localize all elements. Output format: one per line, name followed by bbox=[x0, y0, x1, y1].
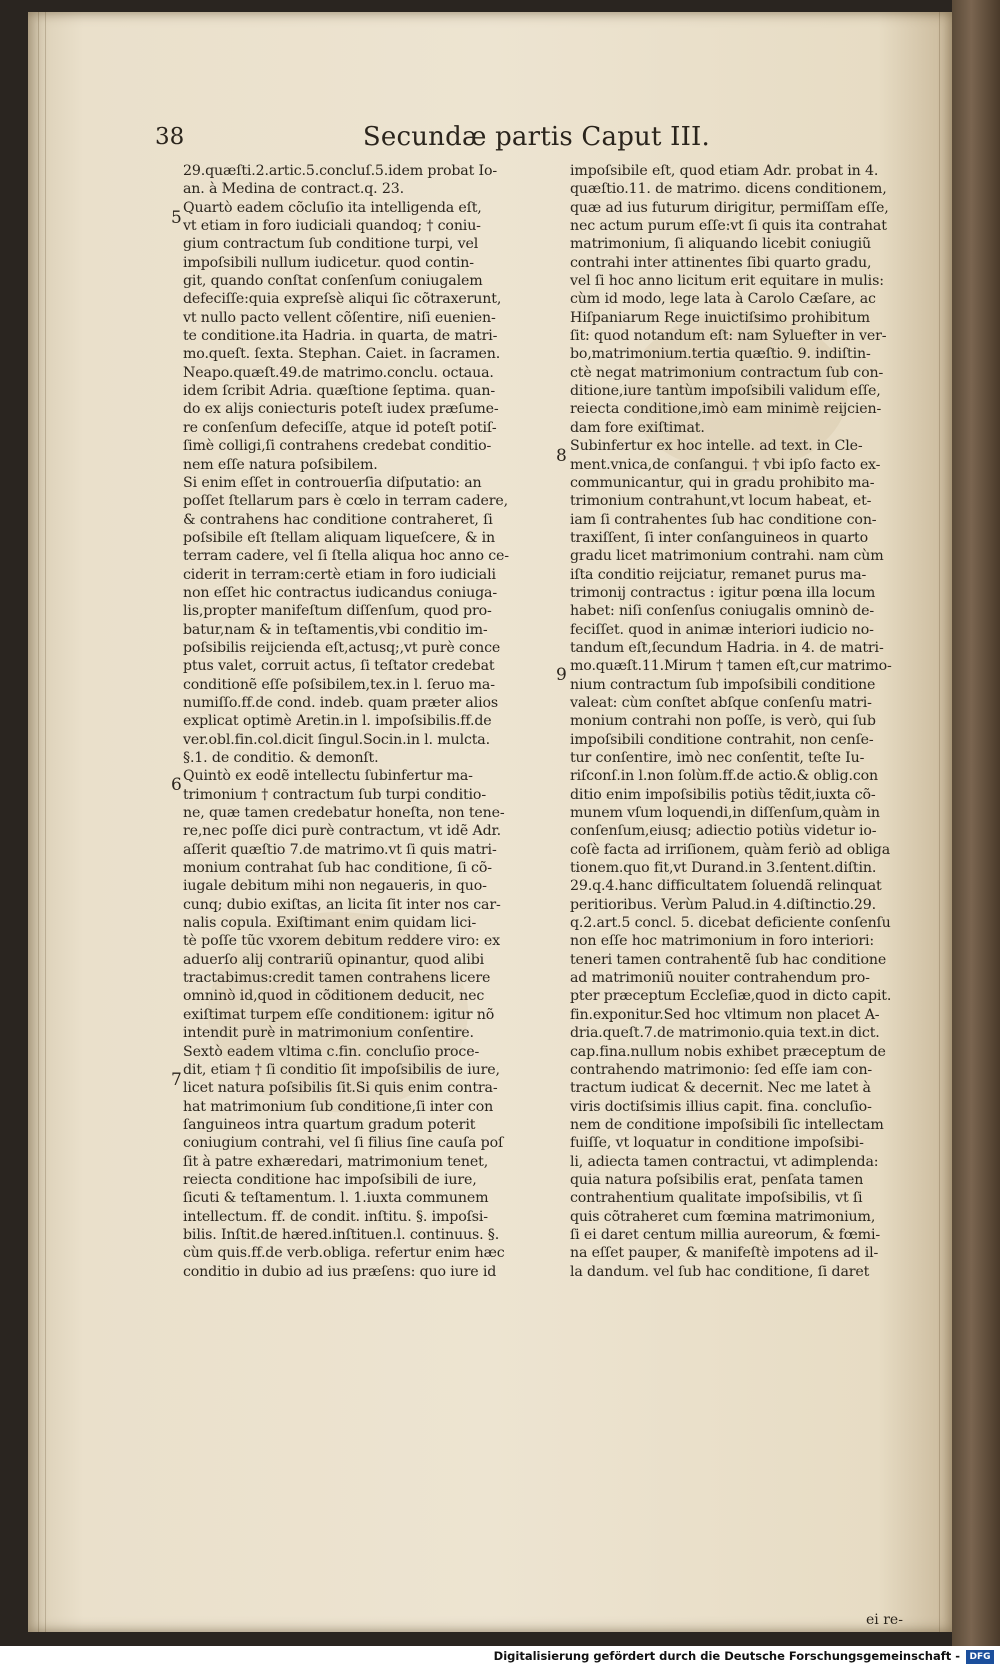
left-column bbox=[183, 162, 555, 1281]
text-line: dam fore exiſtimat. bbox=[570, 419, 705, 436]
text-line: batur,nam & in teſtamentis,vbi conditio im- bbox=[183, 621, 488, 638]
page-number: 38 bbox=[155, 124, 185, 150]
text-line: iugale debitum mihi non negaueris, in quo- bbox=[183, 878, 487, 895]
text-line: poſsibilis reijcienda eſt,actusq;,vt purè conce bbox=[183, 639, 501, 656]
text-line: ſit à patre exhæredari, matrimonium tenet, bbox=[183, 1153, 489, 1170]
text-line: 29.q.4.hanc difficultatem ſoluendã relinquat bbox=[570, 878, 882, 895]
text-line: Sextò eadem vltima c.fin. concluſio proce- bbox=[183, 1043, 480, 1060]
text-line: §.1. de conditio. & demonſt. bbox=[183, 750, 379, 766]
margin-number: 6 bbox=[171, 775, 182, 795]
text-line: teneri tamen contrahentẽ ſub hac conditione bbox=[570, 951, 887, 968]
text-line: trimonium contrahunt,vt locum habeat, et- bbox=[570, 493, 872, 510]
text-line: tractum iudicat & decernit. Nec me latet à bbox=[570, 1080, 871, 1097]
text-line: impoſsibili nullum iudicetur. quod contin- bbox=[183, 254, 474, 271]
text-line: tractabimus:credit tamen contrahens licere bbox=[183, 970, 491, 987]
text-line: ptus valet, corruit actus, ſi teſtator credebat bbox=[183, 658, 495, 675]
text-line: cap.fina.nullum nobis exhibet præceptum de bbox=[570, 1043, 886, 1060]
text-line: Neapo.quæſt.49.de matrimo.conclu. octaua. bbox=[183, 364, 494, 381]
text-line: fuiſſe, vt loquatur in conditione impoſsibi- bbox=[570, 1135, 864, 1152]
text-line: cunq; dubio exiſtas, an licita ſit inter nos car- bbox=[183, 896, 501, 913]
text-line: li, adiecta tamen contractui, vt adimplenda: bbox=[570, 1153, 879, 1170]
text-line: na eſſet pauper, & manifeſtè impotens ad il- bbox=[570, 1245, 879, 1262]
text-line: dria.queſt.7.de matrimonio.quia text.in dict. bbox=[570, 1025, 880, 1042]
text-line: munem vſum loquendi,in diſſenſum,quàm in bbox=[570, 805, 880, 822]
text-line: peritioribus. Verùm Palud.in 4.diſtinctio.29. bbox=[570, 896, 877, 913]
page-edge-line bbox=[38, 12, 39, 1632]
text-line: Si enim eſſet in controuerſia diſputatio: an bbox=[183, 474, 482, 491]
text-line: impoſsibili conditione contrahit, non cenſe- bbox=[570, 731, 874, 748]
text-line: riſconſ.in l.non ſolùm.ff.de actio.& oblig.con bbox=[570, 768, 879, 785]
text-line: poſſet ſtellarum pars è cœlo in terram cadere, bbox=[183, 493, 509, 510]
text-line: tur conſentire, imò nec conſentit, teſte Iu- bbox=[570, 750, 865, 766]
text-line: matrimonium, ſi aliquando licebit coniugiũ bbox=[570, 236, 871, 253]
text-line: licet natura poſsibilis ſit.Si quis enim contra- bbox=[183, 1080, 498, 1097]
text-line: Subinfertur ex hoc intelle. ad text. in Cle- bbox=[570, 438, 863, 455]
text-line: tionem.quo fit,vt Durand.in 3.ſentent.diſtin. bbox=[570, 860, 877, 877]
text-line: cùm id modo, lege lata à Carolo Cæſare, ac bbox=[570, 291, 876, 308]
text-line: defeciſſe:quia expreſsè aliqui ſic cõtraxerunt, bbox=[183, 291, 502, 308]
text-line: traxiſſent, ſi inter conſanguineos in quarto bbox=[570, 529, 868, 546]
text-line: ſicuti & teſtamentum. l. 1.iuxta communem bbox=[183, 1190, 489, 1207]
text-line: conſenſum,eiusq; adiectio potiùs videtur io- bbox=[570, 823, 877, 840]
footer-credit: Digitalisierung gefördert durch die Deutsche Forschungsgemeinschaft - bbox=[493, 1649, 960, 1663]
text-line: q.2.art.5 concl. 5. dicebat deficiente conſenſu bbox=[570, 915, 891, 932]
text-line: re conſenſum defeciſſe, atque id poteſt potiſ- bbox=[183, 419, 497, 436]
text-line: 29.quæſti.2.artic.5.concluſ.5.idem probat Io- bbox=[183, 163, 497, 179]
text-line: ſi ei daret centum millia aureorum, & fœmi- bbox=[570, 1226, 880, 1243]
margin-number: 5 bbox=[171, 208, 182, 228]
text-line: nem eſſe natura poſsibilem. bbox=[183, 456, 378, 473]
text-line: trimonium † contractum ſub turpi conditio- bbox=[183, 786, 486, 803]
text-line: mo.quæſt.11.Mirum † tamen eſt,cur matrimo- bbox=[570, 658, 892, 675]
text-line: numiſſo.ff.de cond. indeb. quam præter alios bbox=[183, 694, 499, 711]
text-line: aduerſo alij contrariũ opinantur, quod alibi bbox=[183, 951, 485, 968]
text-line: conditio in dubio ad ius præſens: quo iure id bbox=[183, 1263, 497, 1280]
text-line: contrahendo matrimonio: ſed eſſe iam con- bbox=[570, 1061, 873, 1078]
text-line: mo.queſt. ſexta. Stephan. Caiet. in ſacramen. bbox=[183, 346, 501, 363]
catchword: ei re- bbox=[866, 1612, 903, 1628]
text-line: pter præceptum Eccleſiæ,quod in dicto capit. bbox=[570, 988, 892, 1005]
margin-number: 9 bbox=[556, 665, 567, 685]
text-line: cùm quis.ff.de verb.obliga. refertur enim hæc bbox=[183, 1245, 505, 1262]
text-line: intellectum. ff. de condit. inſtitu. §. impoſsi- bbox=[183, 1208, 488, 1225]
text-line: ditio enim impoſsibilis potiùs tẽdit,iuxta cõ- bbox=[570, 786, 876, 803]
text-line: aſſerit quæſtio 7.de matrimo.vt ſi quis matri- bbox=[183, 841, 497, 858]
text-line: la dandum. vel ſub hac conditione, ſi daret bbox=[570, 1263, 870, 1280]
text-line: omninò id,quod in cõditionem deducit, nec bbox=[183, 988, 485, 1005]
text-line: coſè facta ad irriſionem, quàm feriò ad obliga bbox=[570, 841, 891, 858]
text-line: fin.exponitur.Sed hoc vltimum non placet A- bbox=[570, 1006, 880, 1023]
text-line: bo,matrimonium.tertia quæſtio. 9. indiſtin- bbox=[570, 346, 871, 363]
text-line: quis cõtraheret cum fœmina matrimonium, bbox=[570, 1208, 876, 1225]
text-line: ne, quæ tamen credebatur honeſta, non tene- bbox=[183, 805, 505, 822]
text-line: monium contrahi non poſſe, is verò, qui ſub bbox=[570, 713, 876, 730]
text-line: nalis copula. Exiſtimant enim quidam lici- bbox=[183, 915, 477, 932]
text-line: gium contractum ſub conditione turpi, vel bbox=[183, 236, 479, 253]
text-line: exiſtimat turpem eſſe conditionem: igitur nõ bbox=[183, 1006, 495, 1023]
text-line: iſta conditio reijciatur, remanet purus ma- bbox=[570, 566, 867, 583]
text-line: vel ſi hoc anno licitum erit equitare in mulis: bbox=[570, 273, 884, 290]
text-line: coniugium contrahi, vel ſi filius ſine cauſa poſ bbox=[183, 1135, 504, 1152]
text-line: nium contractum ſub impoſsibili conditione bbox=[570, 676, 876, 693]
text-line: ſimè colligi,ſi contrahens credebat conditio- bbox=[183, 438, 492, 455]
text-line: quia natura poſsibilis erat, penſata tamen bbox=[570, 1171, 864, 1188]
text-line: nec actum purum eſſe:vt ſi quis ita contrahat bbox=[570, 218, 887, 235]
text-line: quæ ad ius futurum dirigitur, permiſſam eſſe, bbox=[570, 199, 889, 216]
text-line: reiecta conditione hac impoſsibili de iure, bbox=[183, 1171, 477, 1188]
text-line: Quartò eadem cõcluſio ita intelligenda eſt, bbox=[183, 199, 482, 216]
text-line: git, quando conſtat conſenſum coniugalem bbox=[183, 273, 483, 290]
text-line: ver.obl.fin.col.dicit ſingul.Socin.in l. mulcta. bbox=[183, 731, 490, 748]
text-line: communicantur, qui in gradu prohibito ma- bbox=[570, 474, 875, 491]
text-line: impoſsibile eſt, quod etiam Adr. probat in 4. bbox=[570, 163, 879, 179]
text-line: non eſſe hoc matrimonium in foro interiori: bbox=[570, 933, 875, 950]
text-line: tè poſſe tũc vxorem debitum reddere viro: ex bbox=[183, 933, 500, 950]
text-line: an. à Medina de contract.q. 23. bbox=[183, 181, 404, 198]
text-line: ad matrimoniũ nouiter contrahendum pro- bbox=[570, 970, 870, 987]
text-line: vt nullo pacto vellent cõſentire, niſi euenien- bbox=[183, 309, 496, 326]
text-line: habet: niſi conſenſus coniugalis omninò de- bbox=[570, 603, 875, 620]
text-line: gradu licet matrimonium contrahi. nam cùm bbox=[570, 548, 884, 565]
text-line: hat matrimonium ſub conditione,ſi inter con bbox=[183, 1098, 494, 1115]
text-line: ditione,iure tantùm impoſsibili validum eſſe, bbox=[570, 383, 881, 400]
page-edge-line bbox=[45, 12, 46, 1632]
text-line: reiecta conditione,imò eam minimè reijcien- bbox=[570, 401, 882, 418]
text-line: contrahentium qualitate impoſsibilis, vt ſi bbox=[570, 1190, 863, 1207]
text-line: Quintò ex eodẽ intellectu ſubinfertur ma- bbox=[183, 768, 473, 785]
text-line: valeat: cùm conſtet abſque conſenſu matri- bbox=[570, 694, 872, 711]
text-line: ciderit in terram:certè etiam in foro iudiciali bbox=[183, 566, 496, 583]
text-line: intendit purè in matrimonium conſentire. bbox=[183, 1025, 474, 1042]
text-line: poſsibile eſt ſtellam aliquam liqueſcere, & in bbox=[183, 529, 496, 546]
text-line: do ex alijs coniecturis poteſt iudex præſume- bbox=[183, 401, 499, 418]
text-line: vt etiam in foro iudiciali quandoq; † coniu- bbox=[183, 218, 481, 235]
text-line: terram cadere, vel ſi ſtella aliqua hoc anno ce- bbox=[183, 548, 509, 565]
right-column bbox=[570, 162, 922, 1281]
text-line: viris doctiſsimis illius capit. fina. concluſio- bbox=[570, 1098, 872, 1115]
text-line: te conditione.ita Hadria. in quarta, de matri- bbox=[183, 328, 498, 345]
text-line: tandum eſt,ſecundum Hadria. in 4. de matri- bbox=[570, 639, 884, 656]
footer-bar bbox=[0, 1646, 1000, 1668]
text-line: explicat optimè Aretin.in l. impoſsibilis.ff.de bbox=[183, 713, 492, 730]
text-line: & contrahens hac conditione contraheret, ſi bbox=[183, 511, 493, 528]
text-line: conditionẽ eſſe poſsibilem,tex.in l. ſeruo ma- bbox=[183, 676, 495, 693]
text-line: ſit: quod notandum eſt: nam Syluefter in ver- bbox=[570, 328, 887, 345]
text-line: dit, etiam † ſi conditio ſit impoſsibilis de iure, bbox=[183, 1061, 500, 1078]
dfg-logo: DFG bbox=[966, 1650, 994, 1664]
running-header bbox=[155, 120, 710, 160]
text-line: quæſtio.11. de matrimo. dicens conditionem, bbox=[570, 181, 887, 198]
text-line: Hiſpaniarum Rege inuictiſsimo prohibitum bbox=[570, 309, 870, 326]
text-line: lis,propter manifeſtum diſſenſum, quod pro- bbox=[183, 603, 492, 620]
text-line: ment.vnica,de conſangui. † vbi ipſo facto ex- bbox=[570, 456, 881, 473]
running-title: Secundæ partis Caput III. bbox=[362, 122, 710, 152]
text-line: non eſſet hic contractus iudicandus coniuga- bbox=[183, 584, 497, 601]
text-line: idem ſcribit Adria. quæſtione ſeptima. quan- bbox=[183, 383, 495, 400]
text-line: iam ſi contrahentes ſub hac conditione con- bbox=[570, 511, 877, 528]
text-line: re,nec poſſe dici purè contractum, vt idẽ Adr. bbox=[183, 823, 501, 840]
text-line: contrahi inter attinentes ſibi quarto gradu, bbox=[570, 254, 872, 271]
text-line: feciſſet. quod in animæ interiori iudicio no- bbox=[570, 621, 874, 638]
text-line: bilis. Inſtit.de hæred.inſtituen.l. continuus. §. bbox=[183, 1226, 500, 1243]
margin-number: 8 bbox=[556, 446, 567, 466]
text-line: monium contrahat ſub hac conditione, ſi cõ- bbox=[183, 860, 492, 877]
book-cover-edge bbox=[952, 0, 1000, 1646]
text-line: trimonij contractus : igitur pœna illa locum bbox=[570, 584, 876, 601]
margin-number: 7 bbox=[171, 1070, 182, 1090]
page-edge-line bbox=[939, 12, 940, 1632]
text-line: nem de conditione impoſsibili ſic intellectam bbox=[570, 1116, 884, 1133]
text-line: ctè negat matrimonium contractum ſub con- bbox=[570, 364, 884, 381]
text-line: ſanguineos intra quartum gradum poterit bbox=[183, 1116, 476, 1133]
